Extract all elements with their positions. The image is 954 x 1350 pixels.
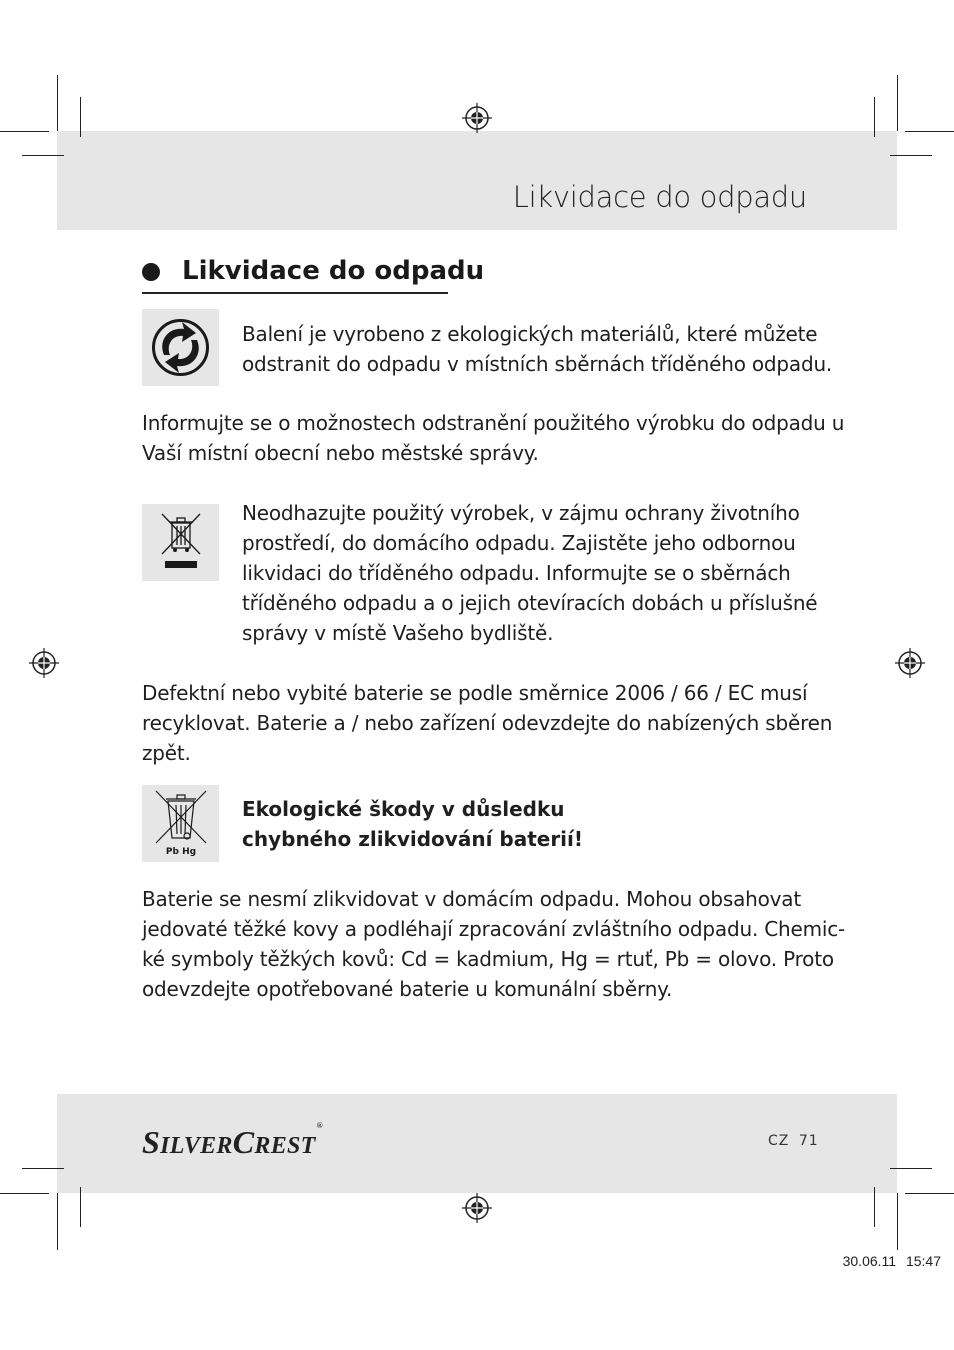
text-line: chybného zlikvidování baterií! [242, 827, 584, 851]
crossed-out-battery-bin-icon [142, 785, 219, 862]
registration-mark-icon [29, 648, 59, 678]
text-line: Balení je vyrobeno z ekologických materiálů, které můžete [242, 322, 818, 346]
weee-paragraph [242, 498, 817, 648]
text-line: tříděného odpadu a o jejich otevíracích dobách u příslušné [242, 591, 818, 615]
inform-paragraph [142, 408, 844, 468]
registration-mark-icon [462, 103, 492, 133]
registration-mark-icon [462, 1193, 492, 1223]
warning-paragraph [242, 794, 583, 854]
text-line: odevzdejte opotřebované baterie u komunální sběrny. [142, 977, 673, 1001]
section-heading [142, 254, 485, 294]
text-line: likvidaci do tříděného odpadu. Informujte se o sběrnách [242, 561, 791, 585]
text-line: odstranit do odpadu v místních sběrnách tříděného odpadu. [242, 352, 833, 376]
packaging-paragraph [242, 319, 832, 379]
text-line: ké symboly těžkých kovů: Cd = kadmium, Hg = rtuť, Pb = olovo. Proto [142, 947, 834, 971]
bullet-icon [142, 263, 160, 281]
text-line: Baterie se nesmí zlikvidovat v domácím odpadu. Mohou obsahovat [142, 887, 801, 911]
section-heading-text: Likvidace do odpadu [182, 256, 485, 286]
crossed-out-bin-icon [142, 504, 219, 581]
battery-icon-box [142, 785, 219, 862]
weee-icon-box [142, 504, 219, 581]
text-line: recyklovat. Baterie a / nebo zařízení odevzdejte do nabízených sběren [142, 711, 833, 735]
text-line: Neodhazujte použitý výrobek, v zájmu ochrany životního [242, 501, 800, 525]
silvercrest-logo: SILVERCREST® [142, 1121, 323, 1160]
page-title: Likvidace do odpadu [512, 180, 807, 214]
text-line: Ekologické škody v důsledku [242, 797, 565, 821]
text-line: zpět. [142, 741, 191, 765]
heavy-metals-paragraph [142, 884, 845, 1004]
registration-mark-icon [895, 648, 925, 678]
text-line: prostředí, do domácího odpadu. Zajistěte jeho odbornou [242, 531, 796, 555]
recycling-icon-box [142, 309, 219, 386]
battery-label: Pb Hg [165, 847, 197, 857]
print-timestamp: 30.06.11 15:47 [842, 1253, 941, 1269]
text-line: správy v místě Vašeho bydliště. [242, 621, 554, 645]
text-line: Informujte se o možnostech odstranění použitého výrobku do odpadu u [142, 411, 845, 435]
text-line: jedovaté těžké kovy a podléhají zpracování zvláštního odpadu. Chemic- [142, 917, 846, 941]
batteries-paragraph [142, 678, 832, 768]
text-line: Defektní nebo vybité baterie se podle směrnice 2006 / 66 / EC musí [142, 681, 808, 705]
green-dot-recycling-icon [142, 309, 219, 386]
text-line: Vaší místní obecní nebo městské správy. [142, 441, 539, 465]
page-number: CZ 71 [768, 1133, 819, 1149]
